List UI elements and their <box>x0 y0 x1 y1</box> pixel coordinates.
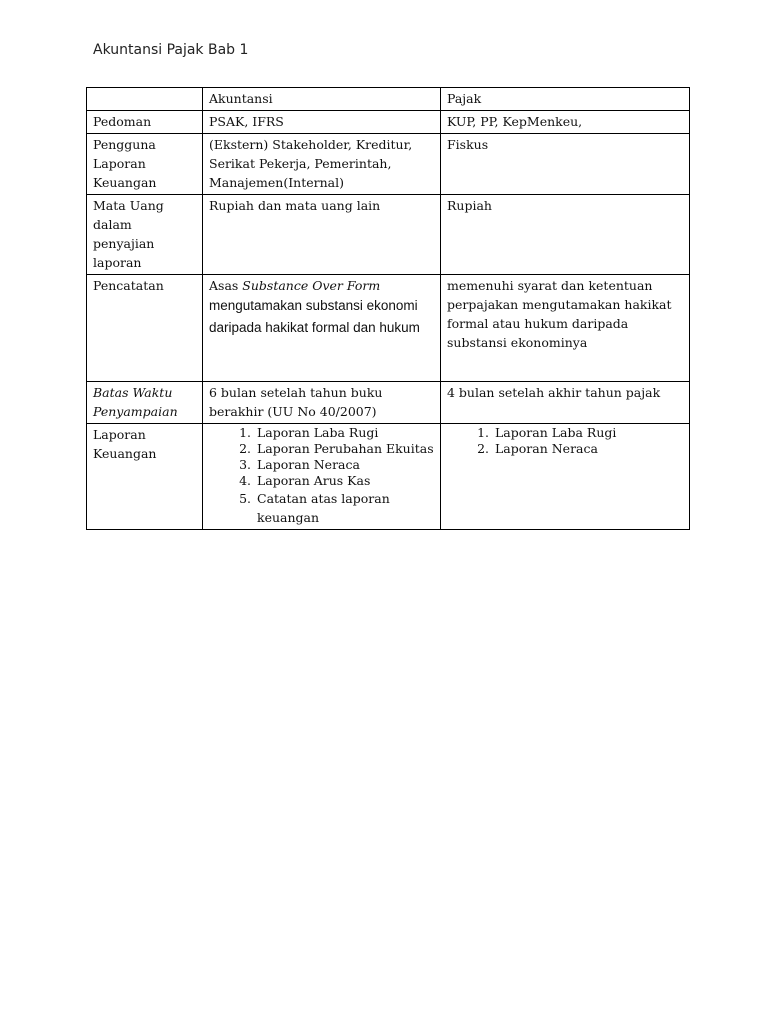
akuntansi-report-list <box>209 425 434 527</box>
row-label: Pedoman <box>87 111 203 134</box>
row-label: Pencatatan <box>87 275 203 382</box>
document-title: Akuntansi Pajak Bab 1 <box>93 42 249 58</box>
pajak-cell: KUP, PP, KepMenkeu, <box>441 111 690 134</box>
list-item: 4. Laporan Arus Kas <box>255 473 434 489</box>
list-item: 2. Laporan Perubahan Ekuitas <box>255 441 434 457</box>
row-label: Laporan Keuangan <box>87 424 203 530</box>
table-header-row <box>87 88 690 111</box>
asas-italic: Substance Over Form <box>242 278 381 293</box>
akuntansi-cell <box>203 275 441 382</box>
comparison-table <box>86 87 690 530</box>
akuntansi-cell: Rupiah dan mata uang lain <box>203 195 441 275</box>
row-label: Batas Waktu Penyampaian <box>87 382 203 424</box>
row-label: Pengguna Laporan Keuangan <box>87 134 203 195</box>
list-item: 1. Laporan Laba Rugi <box>255 425 434 441</box>
table-row-pencatatan <box>87 275 690 382</box>
header-cell-blank <box>87 88 203 111</box>
pajak-cell: memenuhi syarat dan ketentuan perpajakan mengutamakan hakikat formal atau hukum daripada substansi ekonominya <box>441 275 690 382</box>
akuntansi-cell: 6 bulan setelah tahun buku berakhir (UU No 40/2007) <box>203 382 441 424</box>
list-item: 2. Laporan Neraca <box>493 441 683 457</box>
table-row-mata-uang <box>87 195 690 275</box>
list-item: 3. Laporan Neraca <box>255 457 434 473</box>
akuntansi-cell <box>203 424 441 530</box>
table-row-pengguna <box>87 134 690 195</box>
pajak-cell: Rupiah <box>441 195 690 275</box>
header-cell-pajak: Pajak <box>441 88 690 111</box>
asas-prefix: Asas <box>209 278 239 293</box>
list-item: 5. Catatan atas laporan keuangan <box>255 489 434 527</box>
list-item: 1. Laporan Laba Rugi <box>493 425 683 441</box>
table-row-batas-waktu <box>87 382 690 424</box>
pajak-cell: Fiskus <box>441 134 690 195</box>
pencatatan-akuntansi-text: mengutamakan substansi ekonomi daripada hakikat formal dan hukum <box>209 298 420 335</box>
header-cell-akuntansi: Akuntansi <box>203 88 441 111</box>
pajak-cell: 4 bulan setelah akhir tahun pajak <box>441 382 690 424</box>
row-label: Mata Uang dalam penyajian laporan <box>87 195 203 275</box>
akuntansi-cell: PSAK, IFRS <box>203 111 441 134</box>
akuntansi-cell: (Ekstern) Stakeholder, Kreditur, Serikat Pekerja, Pemerintah, Manajemen(Internal) <box>203 134 441 195</box>
table-row-pedoman <box>87 111 690 134</box>
pajak-cell <box>441 424 690 530</box>
table-row-laporan-keuangan <box>87 424 690 530</box>
pajak-report-list <box>447 425 683 457</box>
